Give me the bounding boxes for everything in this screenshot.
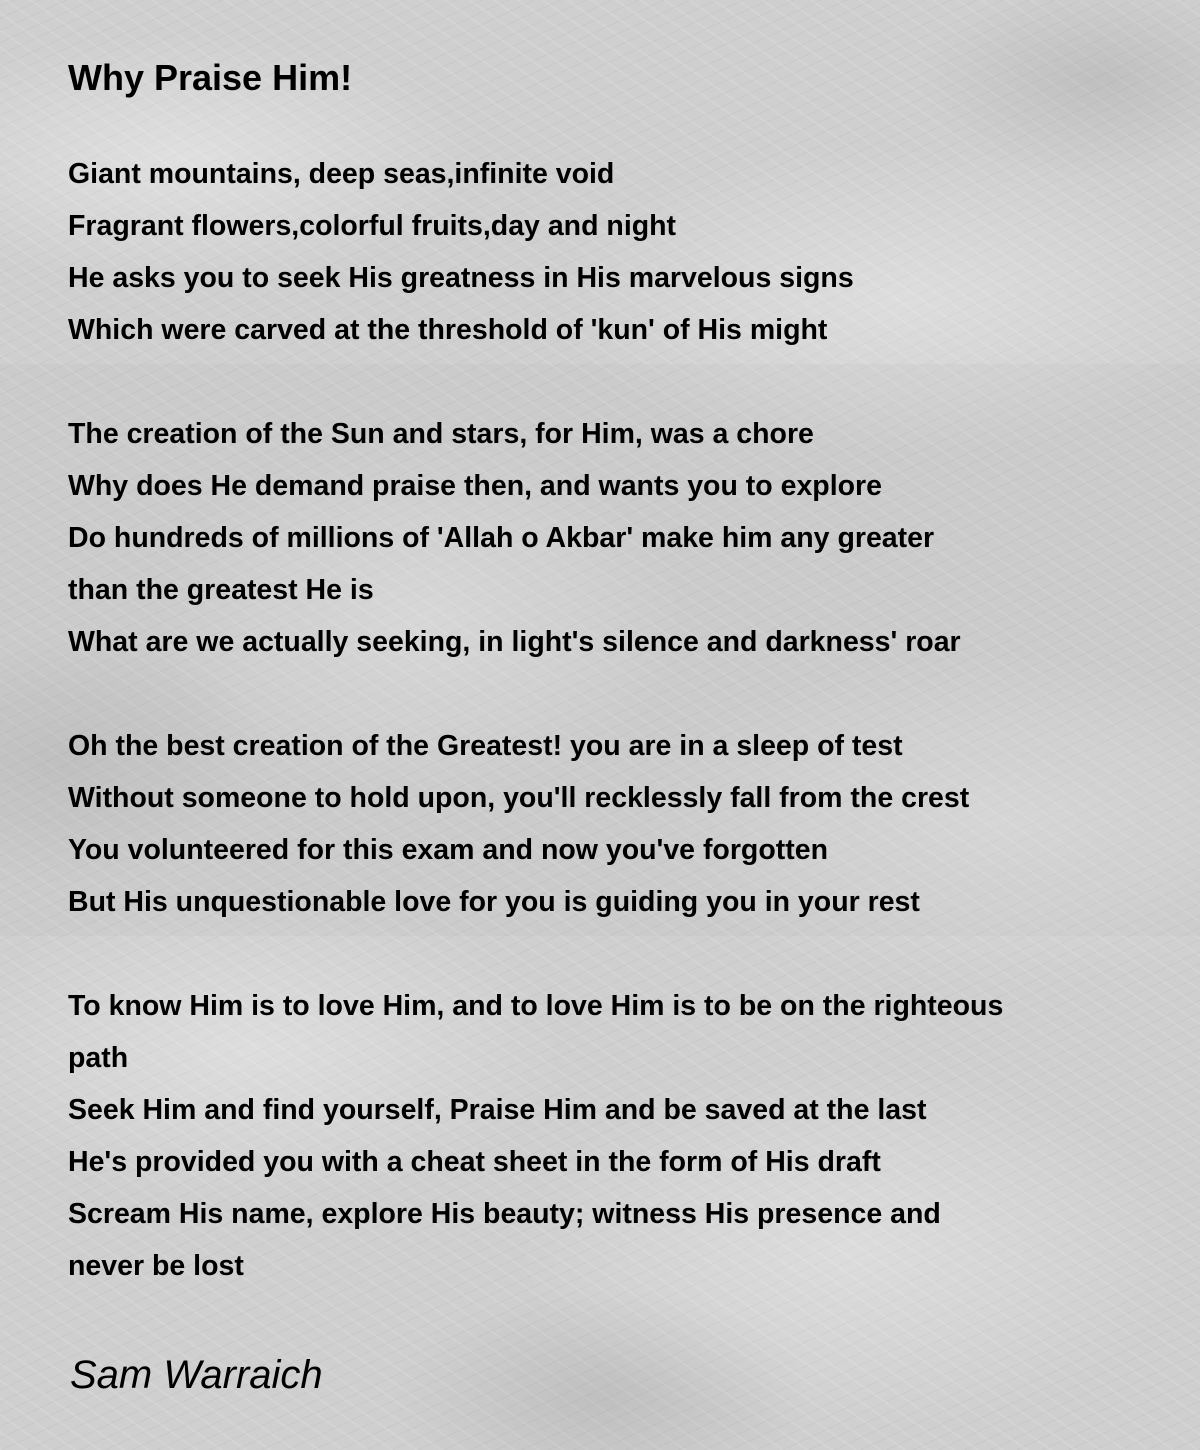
poem-line: Fragrant flowers,colorful fruits,day and night — [68, 210, 677, 242]
poem-line: Giant mountains, deep seas,infinite void — [68, 158, 615, 190]
poem-author: Sam Warraich — [70, 1353, 323, 1397]
poem-line: You volunteered for this exam and now you've forgotten — [68, 834, 828, 866]
stanza-1 — [68, 148, 1178, 356]
poem-line: He's provided you with a cheat sheet in the form of His draft — [68, 1146, 881, 1178]
poem-line: path — [68, 1042, 129, 1074]
poem-line: than the greatest He is — [68, 574, 374, 606]
poem-line: Seek Him and find yourself, Praise Him and be saved at the last — [68, 1094, 927, 1126]
poem-line: never be lost — [68, 1250, 244, 1282]
poem-title: Why Praise Him! — [68, 57, 353, 98]
poem-line: But His unquestionable love for you is guiding you in your rest — [68, 886, 920, 918]
poem-line: Why does He demand praise then, and wants you to explore — [68, 470, 882, 502]
poem-line: Do hundreds of millions of 'Allah o Akbar' make him any greater — [68, 522, 935, 554]
poem-line: To know Him is to love Him, and to love Him is to be on the righteous — [68, 990, 1004, 1022]
poem-line: Oh the best creation of the Greatest! you are in a sleep of test — [68, 730, 903, 762]
poem-line: Without someone to hold upon, you'll recklessly fall from the crest — [68, 782, 970, 814]
poem-line: Scream His name, explore His beauty; witness His presence and — [68, 1198, 941, 1230]
poem-body — [68, 148, 1178, 1344]
stanza-3 — [68, 720, 1178, 928]
stanza-2 — [68, 408, 1178, 668]
poem-line: Which were carved at the threshold of 'kun' of His might — [68, 314, 828, 346]
poem-line: What are we actually seeking, in light's silence and darkness' roar — [68, 626, 961, 658]
stanza-4 — [68, 980, 1178, 1292]
poem-line: He asks you to seek His greatness in His marvelous signs — [68, 262, 854, 294]
poem-line: The creation of the Sun and stars, for Him, was a chore — [68, 418, 814, 450]
